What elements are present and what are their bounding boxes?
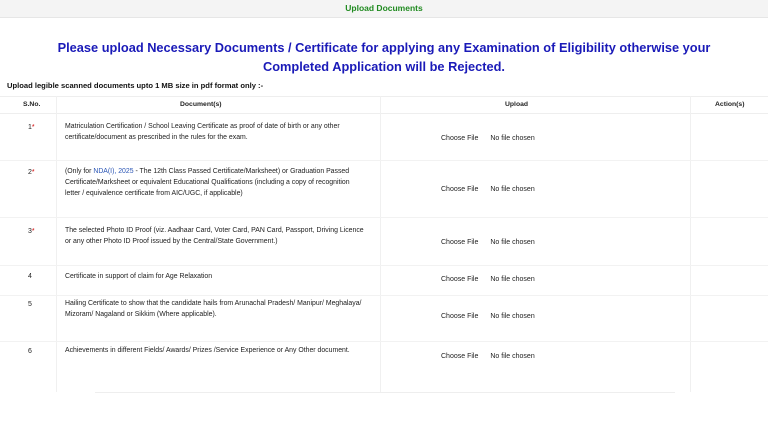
file-status: No file chosen [490,276,535,283]
file-input[interactable] [441,353,535,360]
document-description: The selected Photo ID Proof (viz. Aadhaar Card, Voter Card, PAN Card, Passport, Driving Licence or any other Photo ID Proof issued by the Central/State Government.) [65,227,364,245]
column-header-documents: Document(s) [180,101,222,108]
row-sno: 5 [28,301,32,308]
row-sno: 2* [28,169,35,176]
document-description: Achievements in different Fields/ Awards/ Prizes /Service Experience or Any Other document. [65,347,350,354]
table-bottom-border [95,392,675,393]
choose-file-button[interactable]: Choose File [441,276,479,283]
table-row [0,266,768,296]
page-heading: Please upload Necessary Documents / Certificate for applying any Examination of Eligibility otherwise your Completed Application will be Rejected. [57,40,711,74]
table-row [0,115,768,161]
file-input[interactable] [441,186,535,193]
choose-file-button[interactable]: Choose File [441,135,479,142]
exam-link[interactable]: NDA(I), 2025 [93,168,134,175]
document-description: Matriculation Certification / School Leaving Certificate as proof of date of birth or any other certificate/document as prescribed in the rules for the exam. [65,123,340,141]
document-description: (Only for NDA(I), 2025 - The 12th Class Passed Certificate/Marksheet) or Graduation Passed Certificate/Marksheet or equivalent Educational Qualifications (including a copy of recognition letter / equivalence certificate from AIC/UGC, if applicable) [65,168,350,197]
choose-file-button[interactable]: Choose File [441,239,479,246]
top-tab-bar [0,0,768,18]
upload-instruction: Upload legible scanned documents upto 1 MB size in pdf format only :- [7,81,264,90]
row-sno: 1* [28,124,35,131]
document-description: Hailing Certificate to show that the candidate hails from Arunachal Pradesh/ Manipur/ Meghalaya/ Mizoram/ Nagaland or Sikkim (Where applicable). [65,300,362,318]
required-marker: * [31,124,35,131]
choose-file-button[interactable]: Choose File [441,186,479,193]
document-description: Certificate in support of claim for Age Relaxation [65,273,213,280]
file-input[interactable] [441,239,535,246]
file-status: No file chosen [490,239,535,246]
choose-file-button[interactable]: Choose File [441,353,479,360]
column-header-actions: Action(s) [715,101,745,108]
file-status: No file chosen [490,313,535,320]
row-sno: 4 [28,273,32,280]
page-tab-title: Upload Documents [345,3,423,13]
file-input[interactable] [441,313,535,320]
required-marker: * [31,228,35,235]
choose-file-button[interactable]: Choose File [441,313,479,320]
file-input[interactable] [441,276,535,283]
table-row [0,342,768,392]
table-header [0,96,768,114]
file-status: No file chosen [490,353,535,360]
row-sno: 3* [28,228,35,235]
table-row [0,218,768,266]
column-header-upload: Upload [505,101,529,108]
table-row [0,296,768,342]
file-status: No file chosen [490,135,535,142]
file-status: No file chosen [490,186,535,193]
file-input[interactable] [441,135,535,142]
row-sno: 6 [28,348,32,355]
table-row [0,161,768,218]
column-header-sno: S.No. [23,101,41,108]
required-marker: * [31,169,35,176]
